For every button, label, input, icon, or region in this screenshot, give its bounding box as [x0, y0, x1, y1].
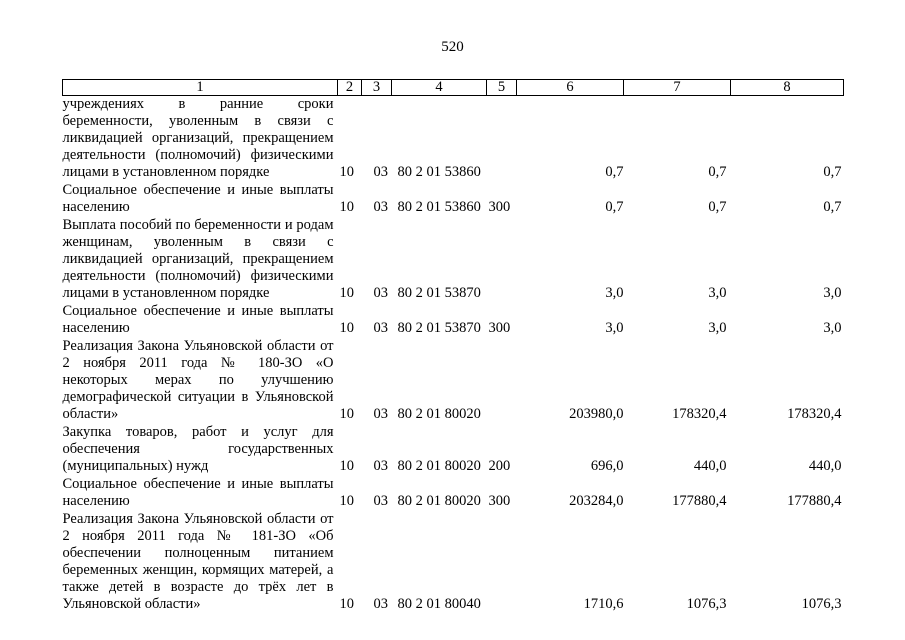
- header-col-3: 3: [362, 80, 392, 96]
- row-expense-type: [487, 96, 517, 183]
- row-amount-6: 1710,6: [583, 596, 624, 612]
- row-name: учреждениях в ранние сроки беременности, уволенным в связи с ликвидацией организаций, прекращением деятельности (полномочий) физическими лицами в установленном порядке: [62, 96, 334, 180]
- header-row: [63, 80, 844, 96]
- row-name: Реализация Закона Ульяновской области от 2 ноября 2011 года № 181-ЗО «Об обеспечении полноценным питанием беременных женщин, кормящих матерей, а также детей в возрасте до трёх лет в Ульяновской области»: [62, 511, 334, 612]
- row-amount-6: 0,7: [605, 199, 624, 215]
- row-target-code: 80 2 01 53870: [397, 320, 481, 336]
- table-row: [63, 96, 844, 183]
- header-col-8: 8: [731, 80, 844, 96]
- row-expense-type: 200: [488, 458, 511, 474]
- row-section: 10: [339, 285, 354, 301]
- row-amount-8: 3,0: [823, 285, 842, 301]
- table-row: [63, 424, 844, 476]
- row-subsection: 03: [373, 199, 388, 215]
- row-name: Социальное обеспечение и иные выплаты населению: [62, 303, 334, 336]
- row-expense-type: [487, 338, 517, 424]
- row-target-code: 80 2 01 53870: [397, 285, 481, 301]
- row-section: 10: [339, 458, 354, 474]
- row-section: 10: [339, 164, 354, 180]
- row-expense-type: 300: [488, 320, 511, 336]
- row-section: 10: [339, 406, 354, 422]
- header-col-2: 2: [338, 80, 362, 96]
- row-amount-6: 203980,0: [569, 406, 624, 422]
- header-col-7: 7: [624, 80, 731, 96]
- header-col-4: 4: [392, 80, 487, 96]
- row-name: Социальное обеспечение и иные выплаты населению: [62, 476, 334, 509]
- row-subsection: 03: [373, 458, 388, 474]
- table-row: [63, 182, 844, 217]
- row-amount-8: 177880,4: [787, 493, 842, 509]
- row-amount-7: 3,0: [708, 285, 727, 301]
- row-amount-7: 0,7: [708, 164, 727, 180]
- row-subsection: 03: [373, 164, 388, 180]
- row-section: 10: [339, 199, 354, 215]
- row-target-code: 80 2 01 80020: [397, 406, 481, 422]
- row-amount-7: 440,0: [693, 458, 727, 474]
- row-subsection: 03: [373, 596, 388, 612]
- row-name: Закупка товаров, работ и услуг для обеспечения государственных (муниципальных) нужд: [62, 424, 334, 474]
- row-target-code: 80 2 01 53860: [397, 164, 481, 180]
- row-amount-6: 696,0: [590, 458, 624, 474]
- row-subsection: 03: [373, 285, 388, 301]
- table-row: [63, 511, 844, 614]
- row-subsection: 03: [373, 493, 388, 509]
- row-amount-7: 3,0: [708, 320, 727, 336]
- row-amount-7: 177880,4: [672, 493, 727, 509]
- row-name: Реализация Закона Ульяновской области от 2 ноября 2011 года № 180-ЗО «О некоторых мерах по улучшению демографической ситуации в Ульяновской области»: [62, 338, 334, 422]
- row-expense-type: [487, 217, 517, 303]
- header-col-1: 1: [63, 80, 338, 96]
- row-amount-6: 3,0: [605, 320, 624, 336]
- row-amount-6: 0,7: [605, 164, 624, 180]
- row-name: Социальное обеспечение и иные выплаты населению: [62, 182, 334, 215]
- row-section: 10: [339, 320, 354, 336]
- row-subsection: 03: [373, 406, 388, 422]
- row-target-code: 80 2 01 80040: [397, 596, 481, 612]
- row-target-code: 80 2 01 80020: [397, 493, 481, 509]
- row-expense-type: 300: [488, 199, 511, 215]
- row-amount-8: 178320,4: [787, 406, 842, 422]
- row-amount-7: 0,7: [708, 199, 727, 215]
- row-amount-6: 3,0: [605, 285, 624, 301]
- row-amount-8: 0,7: [823, 164, 842, 180]
- table-row: [63, 338, 844, 424]
- page-number: 520: [441, 39, 464, 55]
- row-name: Выплата пособий по беременности и родам женщинам, уволенным в связи с ликвидацией организаций, прекращением деятельности (полномочий) физическими лицами в установленном порядке: [62, 217, 334, 301]
- header-col-5: 5: [487, 80, 517, 96]
- row-amount-6: 203284,0: [569, 493, 624, 509]
- table-row: [63, 217, 844, 303]
- row-amount-8: 0,7: [823, 199, 842, 215]
- row-amount-7: 178320,4: [672, 406, 727, 422]
- row-subsection: 03: [373, 320, 388, 336]
- budget-table: [62, 79, 844, 614]
- row-expense-type: 300: [488, 493, 511, 509]
- row-target-code: 80 2 01 80020: [397, 458, 481, 474]
- row-amount-8: 1076,3: [801, 596, 842, 612]
- row-section: 10: [339, 596, 354, 612]
- row-amount-7: 1076,3: [686, 596, 727, 612]
- header-col-6: 6: [517, 80, 624, 96]
- table-row: [63, 303, 844, 338]
- row-amount-8: 3,0: [823, 320, 842, 336]
- row-amount-8: 440,0: [808, 458, 842, 474]
- row-target-code: 80 2 01 53860: [397, 199, 481, 215]
- table-row: [63, 476, 844, 511]
- row-expense-type: [487, 511, 517, 614]
- row-section: 10: [339, 493, 354, 509]
